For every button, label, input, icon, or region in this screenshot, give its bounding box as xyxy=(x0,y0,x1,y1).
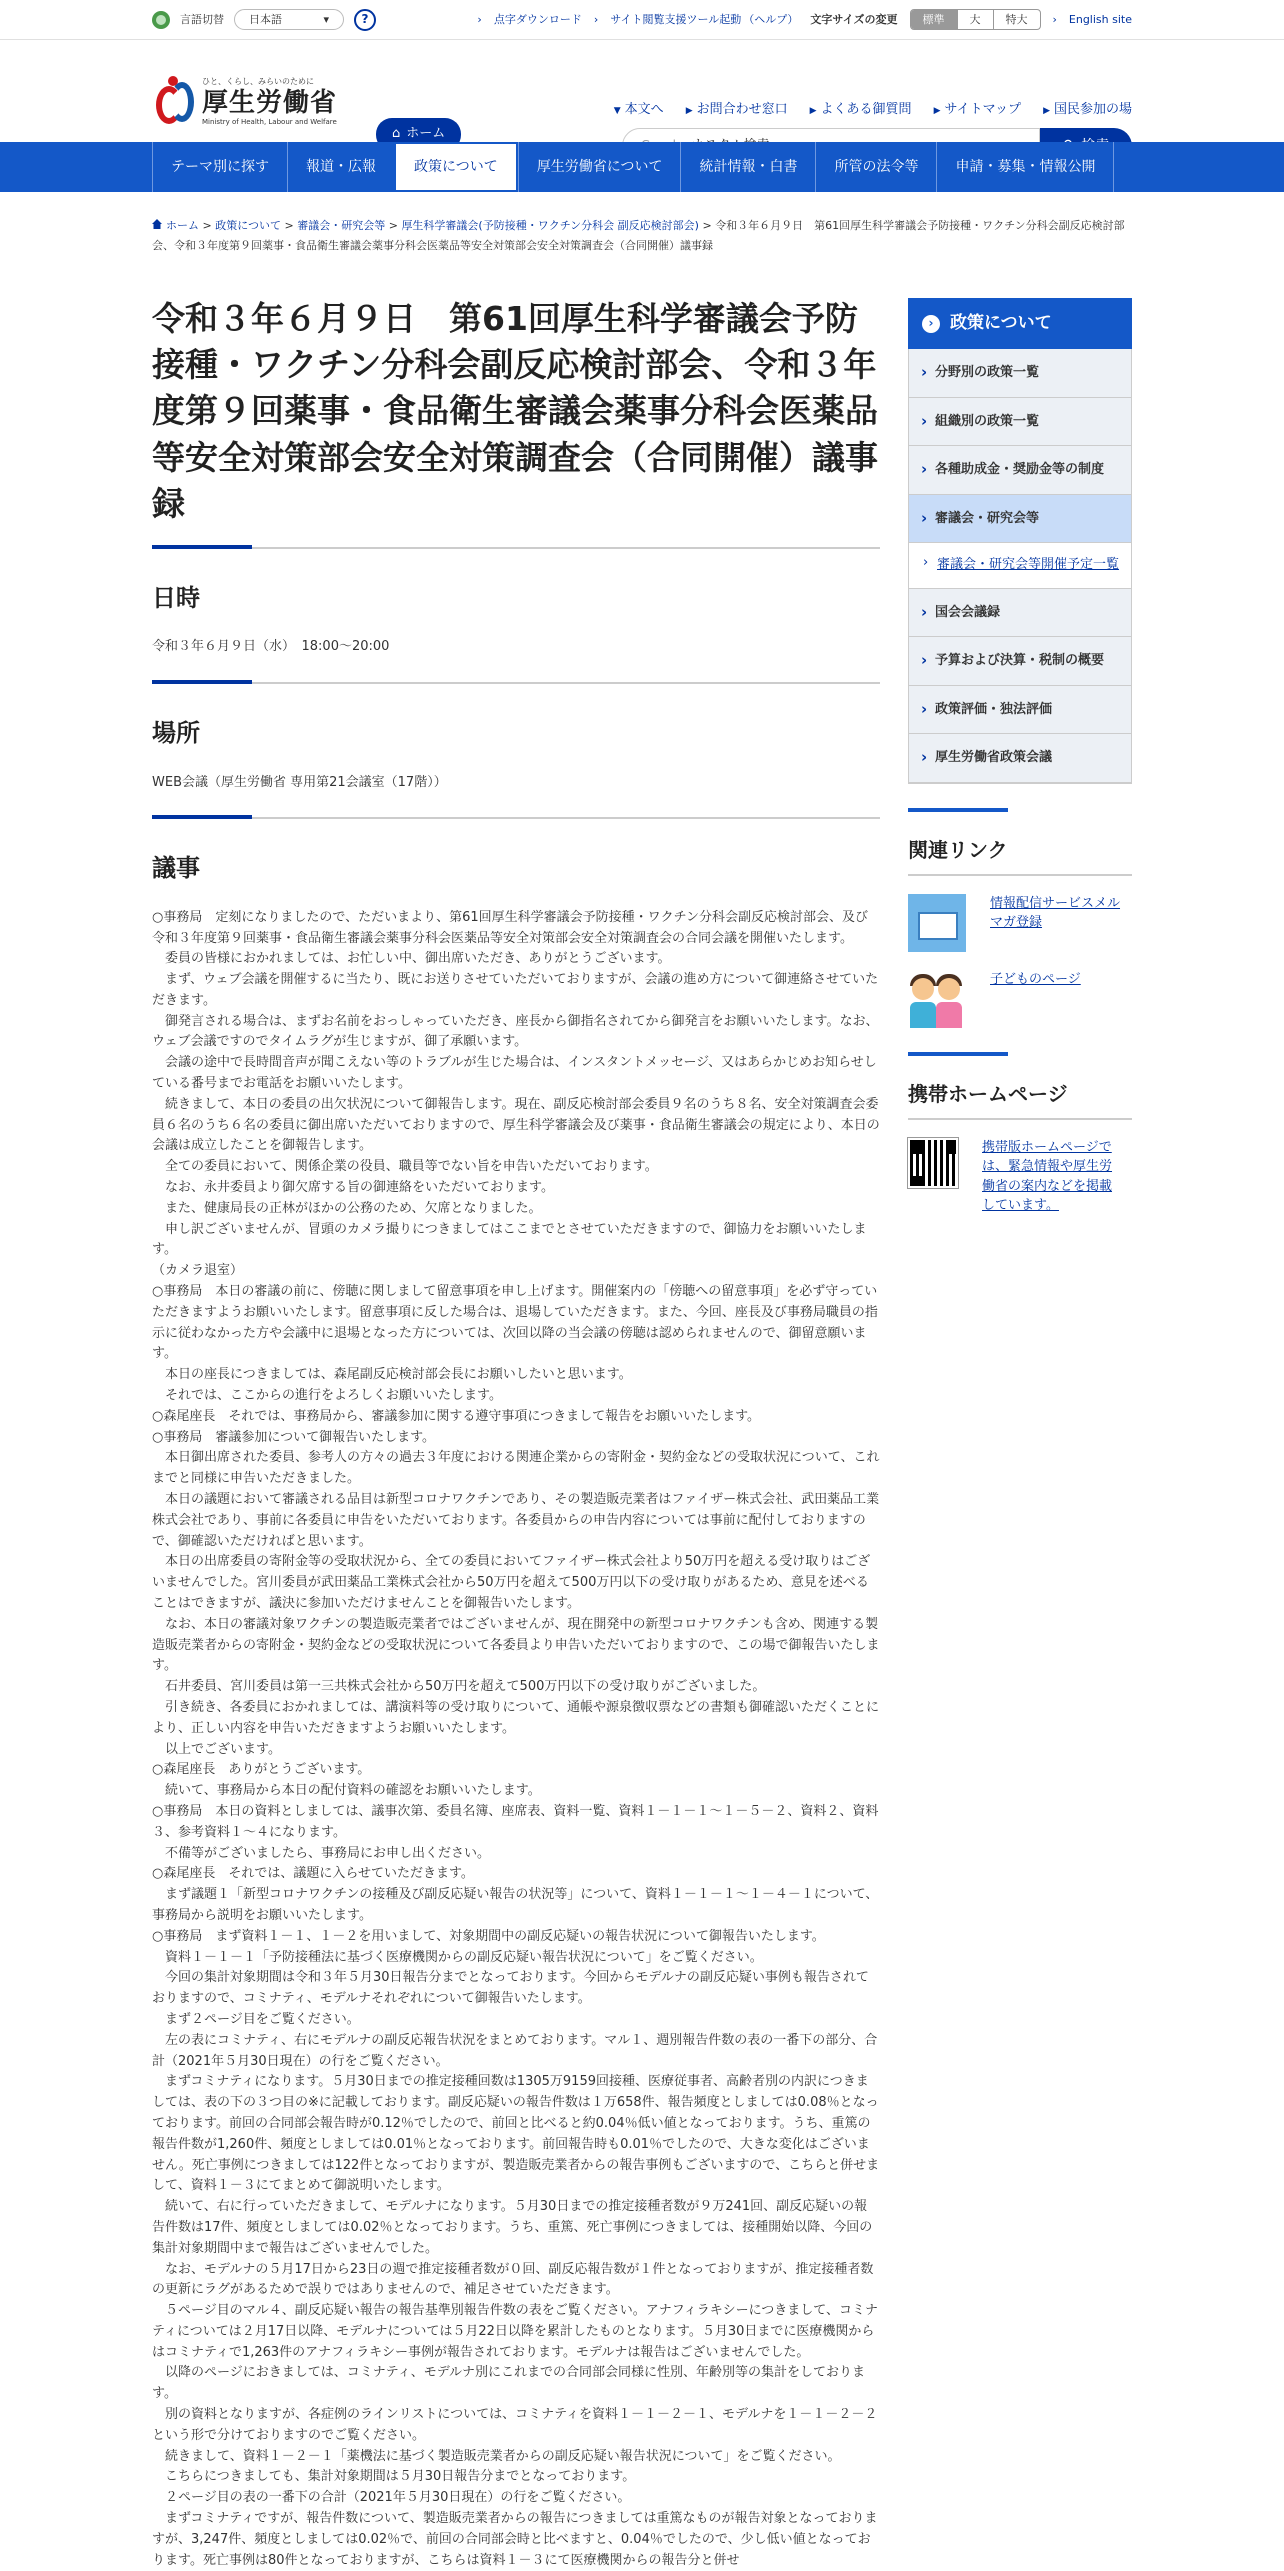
font-size-large-button[interactable]: 大 xyxy=(958,10,994,30)
language-label: 言語切替 xyxy=(180,12,224,26)
braille-download-link[interactable]: 点字ダウンロード xyxy=(493,12,582,26)
minutes-paragraph: 以上でございます。 xyxy=(152,1741,281,1757)
mobile-link-text: 携帯版ホームページでは、緊急情報や厚生労働省の案内などを掲載しています。 xyxy=(982,1139,1113,1214)
help-button[interactable]: ? xyxy=(354,9,376,31)
mobile-heading: 携帯ホームページ xyxy=(908,1078,1132,1120)
home-button-label: ホーム xyxy=(406,126,446,141)
minutes-paragraph: 全ての委員において、関係企業の役員、職員等でない旨を申告いただいております。 xyxy=(152,1159,658,1175)
site-logo[interactable] xyxy=(152,76,337,129)
accessibility-help-link[interactable]: （ヘルプ） xyxy=(743,12,799,26)
minutes-paragraph: それでは、ここからの進行をよろしくお願いいたします。 xyxy=(152,1388,502,1404)
page-title: 令和３年６月９日 第61回厚生科学審議会予防接種・ワクチン分科会副反応検討部会、令和３年度第９回薬事・食品衛生審議会薬事分科会医薬品等安全対策部会安全対策調査会（合同開催）議事録 xyxy=(152,296,880,549)
minutes-paragraph: 御発言される場合は、まずお名前をおっしゃっていただき、座長から御指名されてから御発言をお願いいたします。なお、ウェブ会議ですのでタイムラグが生じますが、御了承願います。 xyxy=(152,1013,879,1050)
minutes-paragraph: 不備等がございましたら、事務局にお申し出ください。 xyxy=(152,1845,491,1861)
minutes-paragraph: 続いて、事務局から本日の配付資料の確認をお願いいたします。 xyxy=(152,1783,541,1799)
mhlw-logo-icon xyxy=(152,76,196,128)
minutes-paragraph: まず２ページ目をご覧ください。 xyxy=(152,2011,360,2027)
sidebar-item-by-organization[interactable]: › 組織別の政策一覧 xyxy=(909,398,1131,447)
chevron-down-icon: ▾ xyxy=(323,12,329,26)
sidebar-item-councils[interactable]: › 審議会・研究会等 xyxy=(909,495,1131,544)
minutes-paragraph: 以降のページにおきましては、コミナティ、モデルナ別にこれまでの合同部会同様に性別、年齢別等の集計をしております。 xyxy=(152,2365,866,2402)
date-value: 令和３年６月９日（水） 18:00～20:00 xyxy=(152,639,390,655)
nav-item-statistics[interactable]: 統計情報・白書 xyxy=(680,142,815,192)
language-select[interactable] xyxy=(234,9,344,31)
breadcrumb-policy[interactable]: 政策について xyxy=(215,219,281,232)
minutes-body xyxy=(152,908,880,2571)
related-link-mailmag[interactable] xyxy=(908,894,1132,952)
home-icon xyxy=(152,219,162,229)
minutes-paragraph: まずコミナティですが、報告件数について、製造販売業者からの報告につきましては重篤なものが報告対象となっておりますが、3,247件、頻度としましては0.02％で、前回の合同部会時と比べますと、0.04％でしたので、少し低い値となっております。死亡事例は80件となっておりますが、こちらは資料１－３にて医療機関からの報告分と併せ xyxy=(152,2511,878,2568)
nav-item-policy[interactable]: 政策について xyxy=(394,142,518,192)
font-size-label: 文字サイズの変更 xyxy=(810,12,898,26)
minutes-paragraph: 本日の出席委員の寄附金等の受取状況から、全ての委員においてファイザー株式会社より50万円を超える受け取りはございませんでした。宮川委員が武田薬品工業株式会社から50万円を超えて500万円以下の受け取りがあるため、意見を述べることはできますが、議決に参加いただけませんことを御報告いたします。 xyxy=(152,1554,871,1611)
nav-item-themes[interactable]: テーマ別に探す xyxy=(152,142,287,192)
font-size-standard-button[interactable]: 標準 xyxy=(911,10,958,30)
minutes-paragraph: まず、ウェブ会議を開催するに当たり、既にお送りさせていただいておりますが、会議の進め方について御連絡させていただきます。 xyxy=(152,972,879,1008)
section-divider xyxy=(152,680,880,684)
mobile-link[interactable] xyxy=(908,1138,1132,1216)
minutes-paragraph: 本日の議題において審議される品目は新型コロナワクチンであり、その製造販売業者はファイザー株式会社、武田薬品工業株式会社であり、事前に各委員に申告をいただいております。各委員からの申告内容については事前に配付しておりますので、御確認いただければと思います。 xyxy=(152,1492,880,1549)
minutes-paragraph: ５ページ目のマル４、副反応疑い報告の報告基準別報告件数の表をご覧ください。アナフィラキシーにつきまして、コミナティについては２月17日以降、モデルナについては５月22日以降を累計したものとなります。５月30日までに医療機関からはコミナティで1,263件のアナフィラキシー事例が報告されております。モデルナは報告はございませんでした。 xyxy=(152,2303,879,2360)
related-links-heading: 関連リンク xyxy=(908,834,1132,876)
minutes-paragraph: なお、モデルナの５月17日から23日の週で推定接種者数が０回、副反応報告数が１件となっておりますが、推定接種者数の更新にラグがあるためで誤りではありませんので、補足させていただきます。 xyxy=(152,2261,874,2298)
minutes-paragraph: （カメラ退室） xyxy=(152,1263,244,1279)
nav-item-applications[interactable]: 申請・募集・情報公開 xyxy=(936,142,1114,192)
header-link-participation[interactable]: ▶ 国民参加の場 xyxy=(1043,102,1132,117)
breadcrumb-home[interactable]: ホーム xyxy=(166,219,199,232)
sidebar-heading-label: 政策について xyxy=(950,313,1052,333)
sidebar-item-evaluation[interactable]: › 政策評価・独法評価 xyxy=(909,686,1131,735)
header-link-sitemap[interactable]: ▶ サイトマップ xyxy=(933,102,1022,117)
sidebar xyxy=(908,298,1132,1216)
minutes-paragraph: ○事務局 本日の審議の前に、傍聴に関しまして留意事項を申し上げます。開催案内の「傍聴への留意事項」を必ず守っていただきますようお願いいたします。留意事項に反した場合は、退場していただきます。また、今回、座長及び事務局職員の指示に従わなかった方や会議中に退場となった方については、次回以降の当会議の傍聴は認められませんので、御留意願います。 xyxy=(152,1284,878,1362)
minutes-paragraph: なお、本日の審議対象ワクチンの製造販売業者ではございませんが、現在開発中の新型コロナワクチンも含め、関連する製造販売業者からの寄附金・契約金などの受取状況について各委員より申告いただいておりますので、この場で御報告いたします。 xyxy=(152,1616,880,1674)
logo-english: Ministry of Health, Labour and Welfare xyxy=(202,118,337,127)
utility-bar xyxy=(0,0,1284,40)
chevron-right-icon: › xyxy=(477,12,482,26)
logo-tagline: ひと、くらし、みらいのために xyxy=(202,77,314,86)
sidebar-subitem-schedule[interactable]: › 審議会・研究会等開催予定一覧 xyxy=(909,543,1131,589)
header-link-main[interactable]: ▼ 本文へ xyxy=(613,102,664,117)
date-heading: 日時 xyxy=(152,583,200,612)
minutes-paragraph: 申し訳ございませんが、冒頭のカメラ撮りにつきましてはここまでとさせていただきますので、御協力をお願いいたします。 xyxy=(152,1221,867,1258)
minutes-paragraph: 続きまして、本日の委員の出欠状況について御報告します。現在、副反応検討部会委員９名のうち８名、安全対策調査会委員６名のうち６名の委員に御出席いただいておりますので、厚生科学審議会及び薬事・食品衛生審議会の規定により、本日の会議は成立したことを御報告します。 xyxy=(152,1096,880,1154)
minutes-heading: 議事 xyxy=(152,854,200,883)
kids-icon xyxy=(908,970,966,1028)
english-site-link[interactable]: English site xyxy=(1068,12,1132,26)
breadcrumb: ホーム > 政策について > 審議会・研究会等 > 厚生科学審議会(予防接種・ワクチン分科会 副反応検討部会) > 令和３年６月９日 第61回厚生科学審議会予防接種・ワクチン分科会副反応検討部会、令和３年度第９回薬事・食品衛生審議会薬事分科会医薬品等安全対策部会安全対策調査会（合同開催）議事録 xyxy=(152,219,1125,252)
minutes-paragraph: 資料１－１－１「予防接種法に基づく医療機関からの副反応疑い報告状況について」をご覧ください。 xyxy=(152,1949,763,1965)
language-value: 日本語 xyxy=(249,12,282,26)
chevron-right-icon: › xyxy=(922,315,940,333)
font-size-switch xyxy=(910,9,1041,31)
minutes-paragraph: ２ページ目の表の一番下の合計（2021年５月30日現在）の行をご覧ください。 xyxy=(152,2490,631,2506)
minutes-paragraph: 委員の皆様におかれましては、お忙しい中、御出席いただき、ありがとうございます。 xyxy=(152,951,671,967)
sidebar-menu xyxy=(908,349,1132,784)
minutes-paragraph: 石井委員、宮川委員は第一三共株式会社から50万円を超えて500万円以下の受け取りがございました。 xyxy=(152,1679,766,1695)
sidebar-item-by-field[interactable]: › 分野別の政策一覧 xyxy=(909,349,1131,398)
sidebar-item-policy-meeting[interactable]: › 厚生労働省政策会議 xyxy=(909,734,1131,783)
sidebar-heading[interactable] xyxy=(908,298,1132,349)
nav-item-laws[interactable]: 所管の法令等 xyxy=(815,142,936,192)
sidebar-item-diet-records[interactable]: › 国会会議録 xyxy=(909,589,1131,638)
site-header xyxy=(0,40,1284,144)
mail-icon xyxy=(908,894,966,952)
minutes-paragraph: ○森尾座長 ありがとうございます。 xyxy=(152,1762,371,1778)
chevron-right-icon: › xyxy=(1052,12,1057,26)
related-link-kids[interactable] xyxy=(908,970,1132,1028)
minutes-paragraph: ○事務局 本日の資料としましては、議事次第、委員名簿、座席表、資料一覧、資料１－１－１～１－５－２、資料２、資料３、参考資料１～４になります。 xyxy=(152,1803,879,1840)
font-size-xlarge-button[interactable]: 特大 xyxy=(1005,12,1028,26)
accessibility-tool-link[interactable]: サイト閲覧支援ツール起動 xyxy=(610,12,742,26)
minutes-paragraph: 会議の途中で長時間音声が聞こえない等のトラブルが生じた場合は、インスタントメッセージ、又はあらかじめお知らせしている番号までお電話をお願いいたします。 xyxy=(152,1055,877,1092)
minutes-paragraph: なお、永井委員より御欠席する旨の御連絡をいただいております。 xyxy=(152,1180,554,1196)
place-value: WEB会議（厚生労働省 専用第21会議室（17階）） xyxy=(152,774,447,790)
logo-name: 厚生労働省 xyxy=(202,87,338,118)
minutes-paragraph: 続きまして、資料１－２－１「薬機法に基づく製造販売業者からの副反応疑い報告状況について」をご覧ください。 xyxy=(152,2448,841,2464)
home-icon: ⌂ xyxy=(392,126,401,141)
header-link-faq[interactable]: ▶ よくある御質問 xyxy=(809,102,912,117)
minutes-paragraph: 別の資料となりますが、各症例のラインリストについては、コミナティを資料１－１－２－１、モデルナを１－１－２－２という形で分けておりますのでご覧ください。 xyxy=(152,2407,878,2443)
minutes-paragraph: 左の表にコミナティ、右にモデルナの副反応報告状況をまとめております。マル１、週別報告件数の表の一番下の部分、合計（2021年５月30日現在）の行をご覧ください。 xyxy=(152,2032,878,2069)
qr-code-icon xyxy=(908,1138,958,1188)
chevron-right-icon: › xyxy=(593,12,599,26)
minutes-paragraph: ○事務局 審議参加について御報告いたします。 xyxy=(152,1429,436,1445)
minutes-paragraph: 今回の集計対象期間は令和３年５月30日報告分までとなっております。今回からモデルナの副反応疑い事例も報告されておりますので、コミナティ、モデルナそれぞれについて御報告いたします。 xyxy=(152,1970,869,2007)
minutes-paragraph: ○事務局 定刻になりましたので、ただいまより、第61回厚生科学審議会予防接種・ワクチン分科会副反応検討部会、及び令和３年度第９回薬事・食品衛生審議会薬事分科会医薬品等安全対策部会安全対策調査会の合同会議を開催いたします。 xyxy=(152,909,868,946)
minutes-paragraph: また、健康局長の正林がほかの公務のため、欠席となりました。 xyxy=(152,1200,542,1216)
minutes-paragraph: 本日の座長につきましては、森尾副反応検討部会長にお願いしたいと思います。 xyxy=(152,1367,632,1383)
breadcrumb-current: 令和３年６月９日 第61回厚生科学審議会予防接種・ワクチン分科会副反応検討部会、令和３年度第９回薬事・食品衛生審議会薬事分科会医薬品等安全対策部会安全対策調査会（合同開催）議事録 xyxy=(152,219,1125,252)
sidebar-item-budget[interactable]: › 予算および決算・税制の概要 xyxy=(909,637,1131,686)
globe-icon xyxy=(152,11,170,29)
section-divider xyxy=(152,815,880,819)
minutes-paragraph: まず議題１「新型コロナワクチンの接種及び副反応疑い報告の状況等」について、資料１－１－１～１－４－１について、事務局から説明をお願いいたします。 xyxy=(152,1887,879,1923)
minutes-paragraph: 続いて、右に行っていただきまして、モデルナになります。５月30日までの推定接種者数が９万241回、副反応疑いの報告件数は17件、頻度としましては0.02％となっております。うち、重篤、死亡事例につきましては、接種開始以降、今回の集計対象期間中まで報告はございませんでした。 xyxy=(152,2199,873,2256)
header-links xyxy=(614,100,1132,121)
utility-links xyxy=(477,9,1132,31)
header-link-contact[interactable]: ▶ お問合わせ窓口 xyxy=(685,102,788,117)
minutes-paragraph: 引き続き、各委員におかれましては、講演料等の受け取りについて、通帳や源泉徴収票などの書類も御確認いただくことにより、正しい内容を申告いただきますようお願いいたします。 xyxy=(152,1699,879,1736)
main-content xyxy=(152,296,880,2571)
minutes-paragraph: ○森尾座長 それでは、事務局から、審議参加に関する遵守事項につきまして報告をお願いいたします。 xyxy=(152,1408,761,1424)
related-link-mailmag-label: 情報配信サービスメルマガ登録 xyxy=(990,895,1121,931)
breadcrumb-council-page[interactable]: 厚生科学審議会(予防接種・ワクチン分科会 副反応検討部会) xyxy=(401,219,699,232)
breadcrumb-councils[interactable]: 審議会・研究会等 xyxy=(297,219,386,232)
sidebar-item-grants[interactable]: › 各種助成金・奨励金等の制度 xyxy=(909,446,1131,495)
minutes-paragraph: ○森尾座長 それでは、議題に入らせていただきます。 xyxy=(152,1866,474,1882)
nav-item-press[interactable]: 報道・広報 xyxy=(287,142,394,192)
place-heading: 場所 xyxy=(152,719,200,748)
related-link-kids-label: 子どものページ xyxy=(990,971,1081,987)
nav-item-about[interactable]: 厚生労働省について xyxy=(518,142,681,192)
minutes-paragraph: 本日御出席された委員、参考人の方々の過去３年度における関連企業からの寄附金・契約金などの受取状況について、これまでと同様に申告いただきました。 xyxy=(152,1450,880,1487)
minutes-paragraph: まずコミナティになります。５月30日までの推定接種回数は1305万9159回接種、医療従事者、高齢者別の内訳につきましては、表の下の３つ目の※に記載しております。副反応疑いの報告件数は１万658件、報告頻度としましては0.08％となっております。前回の合同部会報告時が0.12％でしたので、前回と比べると約0.04％低い値となっております。うち、重篤の報告件数が1,260件、頻度としましては0.01％となっております。前回報告時も0.01％でしたので、大きな変化はございません。死亡事例につきましては122件となっておりますが、製造販売業者からの報告事例もございますので、こちらと併せまして、資料１－３にてまとめて御説明いたします。 xyxy=(152,2074,880,2194)
global-nav xyxy=(0,142,1284,192)
minutes-paragraph: こちらにつきましても、集計対象期間は５月30日報告分までとなっております。 xyxy=(152,2469,636,2485)
minutes-paragraph: ○事務局 まず資料１－１、１－２を用いまして、対象期間中の副反応疑いの報告状況について御報告いたします。 xyxy=(152,1928,825,1944)
